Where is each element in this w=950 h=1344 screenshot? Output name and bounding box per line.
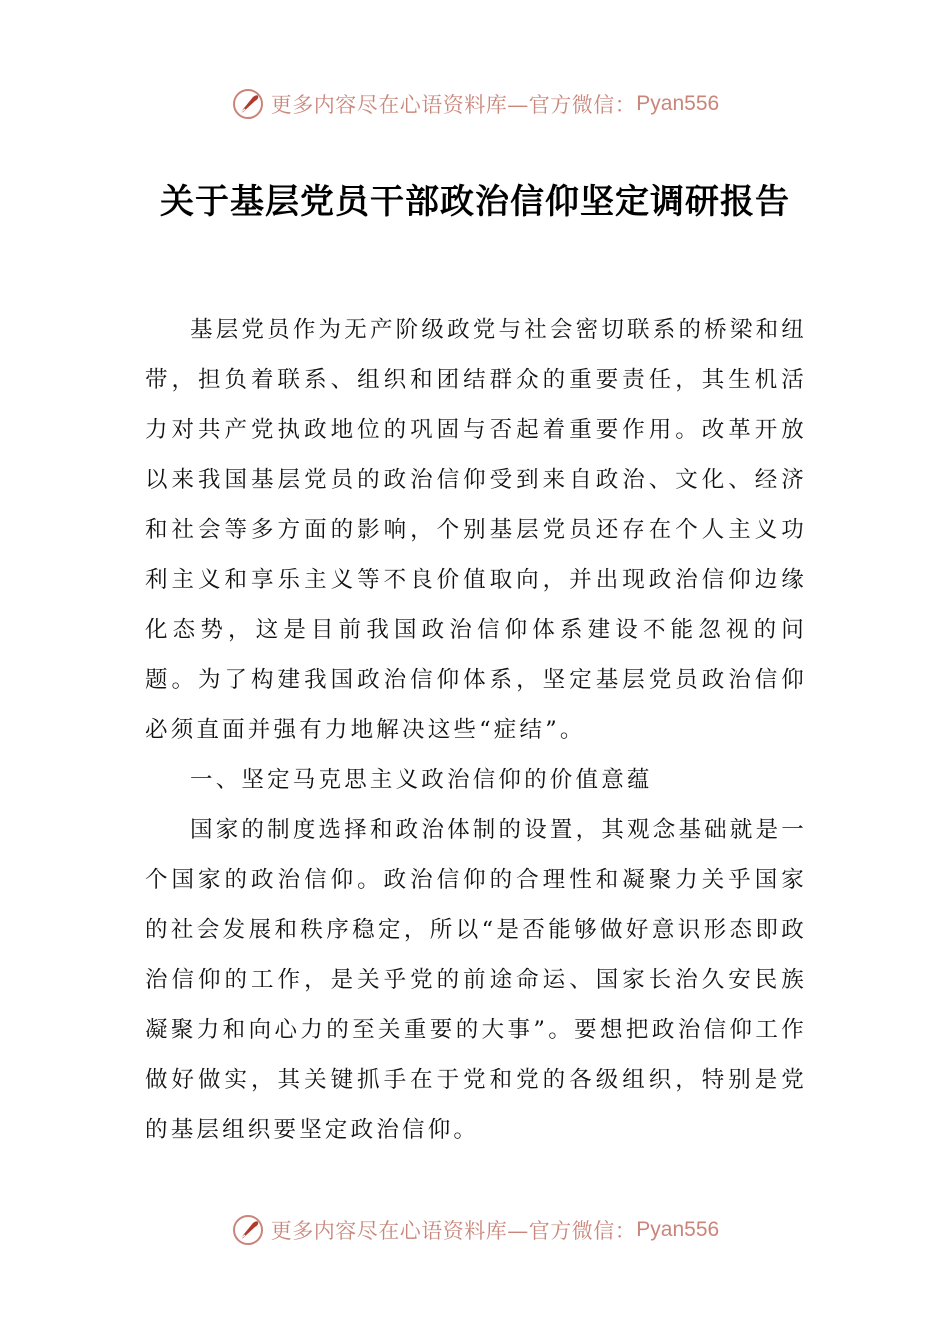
document-title: 关于基层党员干部政治信仰坚定调研报告 <box>160 182 790 222</box>
watermark-text: 更多内容尽在心语资料库—官方微信： <box>270 93 637 117</box>
paragraph-intro: 基层党员作为无产阶级政党与社会密切联系的桥梁和纽带，担负着联系、组织和团结群众的重要责任，其生机活力对共产党执政地位的巩固与否起着重要作用。改革开放以来我国基层党员的政治信仰受到来自政治、文化、经济和社会等多方面的影响，个别基层党员还存在个人主义功利主义和享乐主义等不良价值取向，并出现政治信仰边缘化态势，这是目前我国政治信仰体系建设不能忽视的问题。为了构建我国政治信仰体系，坚定基层党员政治信仰必须直面并强有力地解决这些“症结”。 <box>145 317 807 743</box>
watermark-banner-top <box>0 84 950 124</box>
quill-pen-logo-icon <box>231 1213 265 1247</box>
watermark-wechat-id: Pyan556 <box>636 92 720 115</box>
quill-pen-logo-icon <box>231 87 265 121</box>
paragraph-section-one: 国家的制度选择和政治体制的设置，其观念基础就是一个国家的政治信仰。政治信仰的合理性和凝聚力关乎国家的社会发展和秩序稳定，所以“是否能够做好意识形态即政治信仰的工作，是关乎党的前途命运、国家长治久安民族凝聚力和向心力的至关重要的大事”。要想把政治信仰工作做好做实，其关键抓手在于党和党的各级组织，特别是党的基层组织要坚定政治信仰。 <box>145 817 807 1143</box>
section-heading: 一、坚定马克思主义政治信仰的价值意蕴 <box>190 767 653 793</box>
watermark-banner-bottom <box>0 1210 950 1250</box>
watermark-wechat-id: Pyan556 <box>636 1218 720 1241</box>
watermark-text: 更多内容尽在心语资料库—官方微信： <box>270 1219 637 1243</box>
document-body <box>145 305 807 1155</box>
